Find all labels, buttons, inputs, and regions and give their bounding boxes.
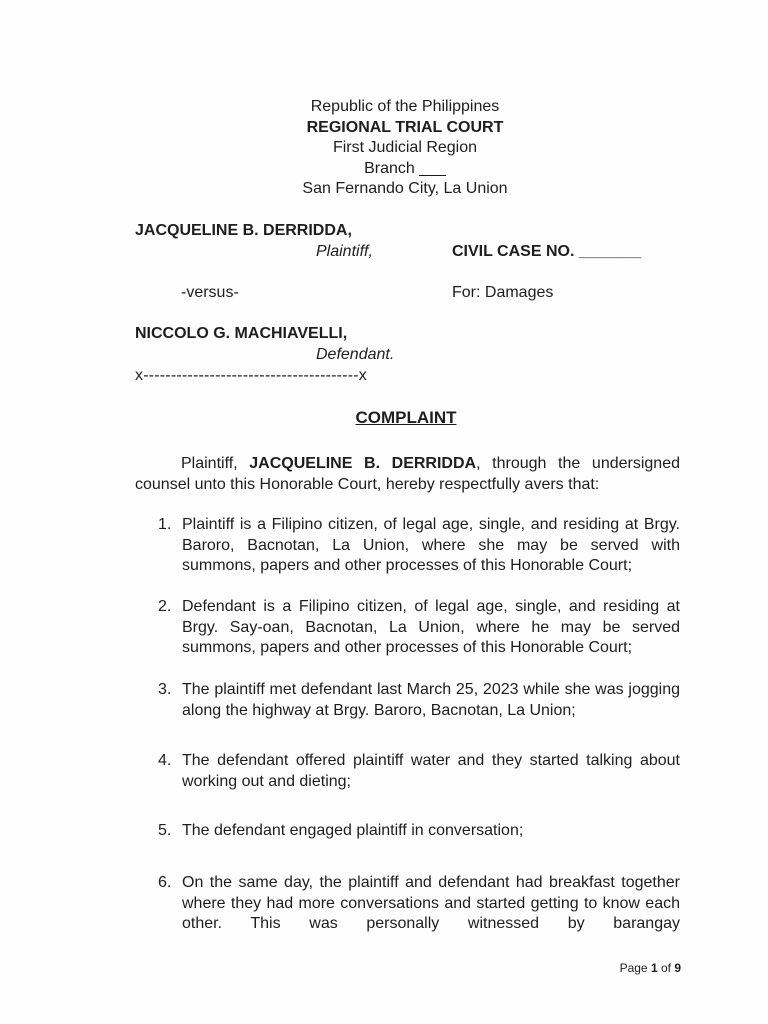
item-text: The plaintiff met defendant last March 25, 2023 while she was jogging along the highway at Brgy. Baroro, Bacnotan, La Union; [182, 681, 680, 719]
defendant-role: Defendant. [316, 346, 395, 363]
plaintiff-name: JACQUELINE B. DERRIDDA, [135, 222, 352, 239]
item-number: 3. [158, 681, 172, 698]
list-item [158, 751, 680, 792]
plaintiff-role: Plaintiff, [316, 243, 373, 260]
item-text: On the same day, the plaintiff and defendant had breakfast together where they had more conversations and started getting to know each other. This was personally witnessed by barangay [182, 874, 680, 932]
header-court: REGIONAL TRIAL COURT [306, 118, 504, 136]
item-text: The defendant offered plaintiff water and they started talking about working out and dieting; [182, 752, 680, 790]
item-number: 6. [158, 874, 172, 891]
page-word: Page [619, 961, 651, 975]
header-region: First Judicial Region [332, 139, 478, 156]
of-word: of [657, 961, 675, 975]
list-item [158, 680, 680, 721]
item-number: 4. [158, 752, 172, 769]
item-number: 1. [158, 516, 172, 533]
document-title: COMPLAINT [355, 408, 457, 427]
list-item [158, 515, 680, 577]
page-number [620, 961, 681, 975]
item-text: Plaintiff is a Filipino citizen, of legal age, single, and residing at Brgy. Baroro, Bacnotan, La Union, where she may be served with summons, papers and other processes of this Honorable Court; [182, 516, 680, 574]
item-text: The defendant engaged plaintiff in conversation; [182, 822, 524, 839]
intro-prefix: Plaintiff, [181, 455, 250, 472]
list-item [158, 821, 680, 842]
header-republic: Republic of the Philippines [310, 98, 500, 115]
intro-plaintiff-name: JACQUELINE B. DERRIDDA [249, 455, 477, 472]
list-item [158, 597, 680, 659]
civil-case-number: CIVIL CASE NO. _______ [452, 243, 642, 260]
caption-separator: x---------------------------------------x [135, 367, 367, 384]
list-item [158, 873, 680, 935]
intro-suffix: , through the undersigned counsel unto this Honorable Court, hereby respectfully avers that: [135, 455, 681, 493]
current-page: 1 [650, 961, 658, 975]
header-branch: Branch ___ [364, 159, 446, 177]
case-nature: For: Damages [452, 284, 554, 301]
item-number: 5. [158, 822, 172, 839]
header-city: San Fernando City, La Union [302, 180, 508, 197]
item-number: 2. [158, 598, 172, 615]
item-text: Defendant is a Filipino citizen, of legal age, single, and residing at Brgy. Say-oan, Bacnotan, La Union, where he may be served summons, papers and other processes of this Honorable Court; [182, 598, 680, 656]
versus-label: -versus- [181, 284, 239, 301]
defendant-name: NICCOLO G. MACHIAVELLI, [135, 325, 348, 342]
total-pages: 9 [674, 961, 681, 975]
